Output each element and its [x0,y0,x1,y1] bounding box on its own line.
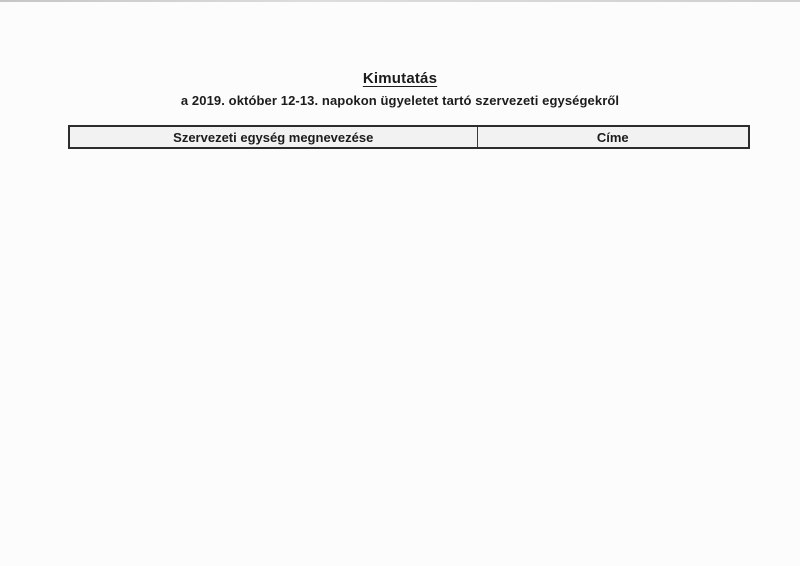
document-subtitle: a 2019. október 12-13. napokon ügyeletet tartó szervezeti egységekről [180,93,620,108]
header-unit-name: Szervezeti egység megnevezése [69,126,477,148]
scan-edge-artifact [0,0,800,2]
table-header-row [69,126,749,148]
header-address: Címe [477,126,749,148]
document-title: Kimutatás [362,70,438,87]
duty-units-table [68,125,750,149]
